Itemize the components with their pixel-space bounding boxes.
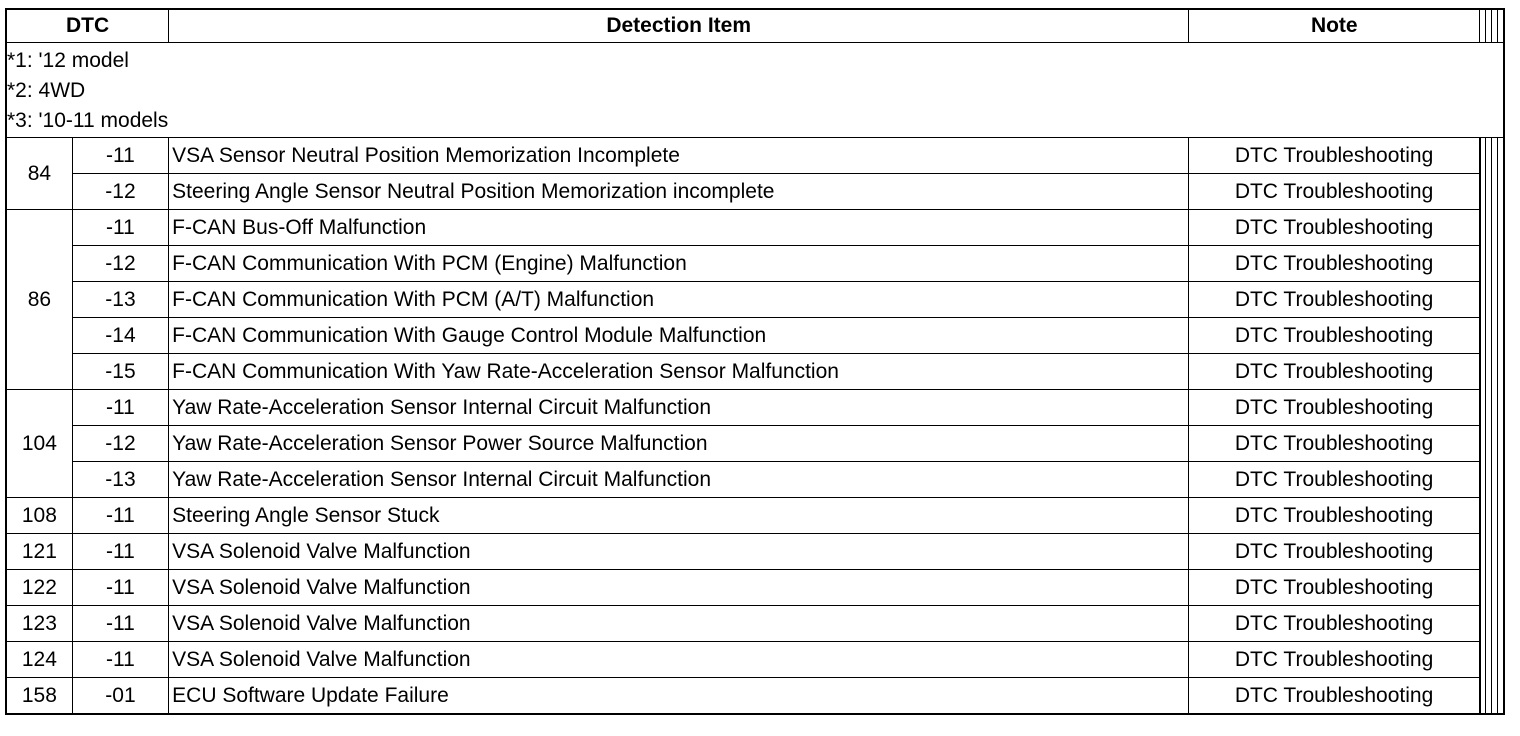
table-row (6, 426, 1504, 462)
dtc-code: 84 (6, 138, 72, 210)
dtc-code: 86 (6, 210, 72, 390)
revision-bar (1498, 426, 1504, 462)
revision-bar (1498, 390, 1504, 426)
footnote-3: *3: '10-11 models (7, 109, 169, 132)
note-link: DTC Troubleshooting (1189, 534, 1480, 570)
table-row (6, 210, 1504, 246)
detection-item-header: Detection Item (169, 9, 1189, 43)
table-row (6, 462, 1504, 498)
note-header: Note (1189, 9, 1480, 43)
dtc-subcode: -11 (72, 138, 168, 174)
revision-bar (1498, 210, 1504, 246)
dtc-subcode: -01 (72, 678, 168, 715)
note-link: DTC Troubleshooting (1189, 390, 1480, 426)
note-link: DTC Troubleshooting (1189, 642, 1480, 678)
dtc-subcode: -12 (72, 174, 168, 210)
revision-bar (1498, 282, 1504, 318)
detection-item: Steering Angle Sensor Neutral Position Memorization incomplete (169, 174, 1189, 210)
detection-item: Yaw Rate-Acceleration Sensor Internal Circuit Malfunction (169, 390, 1189, 426)
dtc-code: 108 (6, 498, 72, 534)
revision-bar (1498, 678, 1504, 715)
revision-bar (1498, 642, 1504, 678)
note-link: DTC Troubleshooting (1189, 210, 1480, 246)
dtc-code: 122 (6, 570, 72, 606)
revision-bar (1498, 498, 1504, 534)
detection-item: VSA Solenoid Valve Malfunction (169, 642, 1189, 678)
note-link: DTC Troubleshooting (1189, 138, 1480, 174)
dtc-subcode: -14 (72, 318, 168, 354)
detection-item: VSA Solenoid Valve Malfunction (169, 534, 1189, 570)
revision-bar (1498, 570, 1504, 606)
note-link: DTC Troubleshooting (1189, 174, 1480, 210)
table-row (6, 246, 1504, 282)
detection-item: Yaw Rate-Acceleration Sensor Power Source Malfunction (169, 426, 1189, 462)
detection-item: VSA Sensor Neutral Position Memorization Incomplete (169, 138, 1189, 174)
note-link: DTC Troubleshooting (1189, 570, 1480, 606)
note-link: DTC Troubleshooting (1189, 426, 1480, 462)
dtc-subcode: -11 (72, 210, 168, 246)
dtc-code: 104 (6, 390, 72, 498)
table-row (6, 678, 1504, 715)
revision-bar (1498, 246, 1504, 282)
detection-item: F-CAN Communication With Yaw Rate-Acceleration Sensor Malfunction (169, 354, 1189, 390)
note-link: DTC Troubleshooting (1189, 606, 1480, 642)
detection-item: F-CAN Bus-Off Malfunction (169, 210, 1189, 246)
note-link: DTC Troubleshooting (1189, 282, 1480, 318)
header-row (6, 9, 1504, 43)
dtc-subcode: -11 (72, 606, 168, 642)
dtc-subcode: -11 (72, 498, 168, 534)
table-row (6, 318, 1504, 354)
dtc-subcode: -13 (72, 282, 168, 318)
dtc-subcode: -11 (72, 390, 168, 426)
table-row (6, 354, 1504, 390)
dtc-subcode: -11 (72, 534, 168, 570)
dtc-subcode: -15 (72, 354, 168, 390)
dtc-code: 124 (6, 642, 72, 678)
footnote-row (6, 43, 1504, 138)
detection-item: F-CAN Communication With PCM (A/T) Malfunction (169, 282, 1189, 318)
table-row (6, 534, 1504, 570)
revision-bar (1498, 354, 1504, 390)
detection-item: Yaw Rate-Acceleration Sensor Internal Circuit Malfunction (169, 462, 1189, 498)
note-link: DTC Troubleshooting (1189, 678, 1480, 715)
note-link: DTC Troubleshooting (1189, 462, 1480, 498)
dtc-subcode: -11 (72, 642, 168, 678)
note-link: DTC Troubleshooting (1189, 354, 1480, 390)
table-row (6, 570, 1504, 606)
revision-bar (1498, 138, 1504, 174)
detection-item: VSA Solenoid Valve Malfunction (169, 606, 1189, 642)
table-row (6, 282, 1504, 318)
detection-item: F-CAN Communication With Gauge Control Module Malfunction (169, 318, 1189, 354)
detection-item: Steering Angle Sensor Stuck (169, 498, 1189, 534)
detection-item: ECU Software Update Failure (169, 678, 1189, 715)
dtc-table (5, 8, 1505, 715)
dtc-header: DTC (6, 9, 169, 43)
table-row (6, 498, 1504, 534)
dtc-code: 123 (6, 606, 72, 642)
footnote-1: *1: '12 model (7, 49, 129, 72)
note-link: DTC Troubleshooting (1189, 246, 1480, 282)
dtc-subcode: -12 (72, 246, 168, 282)
detection-item: F-CAN Communication With PCM (Engine) Malfunction (169, 246, 1189, 282)
dtc-subcode: -12 (72, 426, 168, 462)
dtc-code: 158 (6, 678, 72, 715)
revision-bar (1498, 606, 1504, 642)
note-link: DTC Troubleshooting (1189, 498, 1480, 534)
table-row (6, 606, 1504, 642)
revision-bar (1498, 318, 1504, 354)
revision-bar (1498, 534, 1504, 570)
note-link: DTC Troubleshooting (1189, 318, 1480, 354)
revision-bar (1498, 9, 1504, 43)
dtc-body (6, 43, 1504, 715)
footnotes-cell (6, 43, 1504, 138)
revision-bar (1498, 462, 1504, 498)
table-row (6, 390, 1504, 426)
footnote-2: *2: 4WD (7, 79, 86, 102)
table-row (6, 642, 1504, 678)
table-row (6, 174, 1504, 210)
dtc-subcode: -13 (72, 462, 168, 498)
table-row (6, 138, 1504, 174)
dtc-subcode: -11 (72, 570, 168, 606)
dtc-code: 121 (6, 534, 72, 570)
revision-bar (1498, 174, 1504, 210)
detection-item: VSA Solenoid Valve Malfunction (169, 570, 1189, 606)
